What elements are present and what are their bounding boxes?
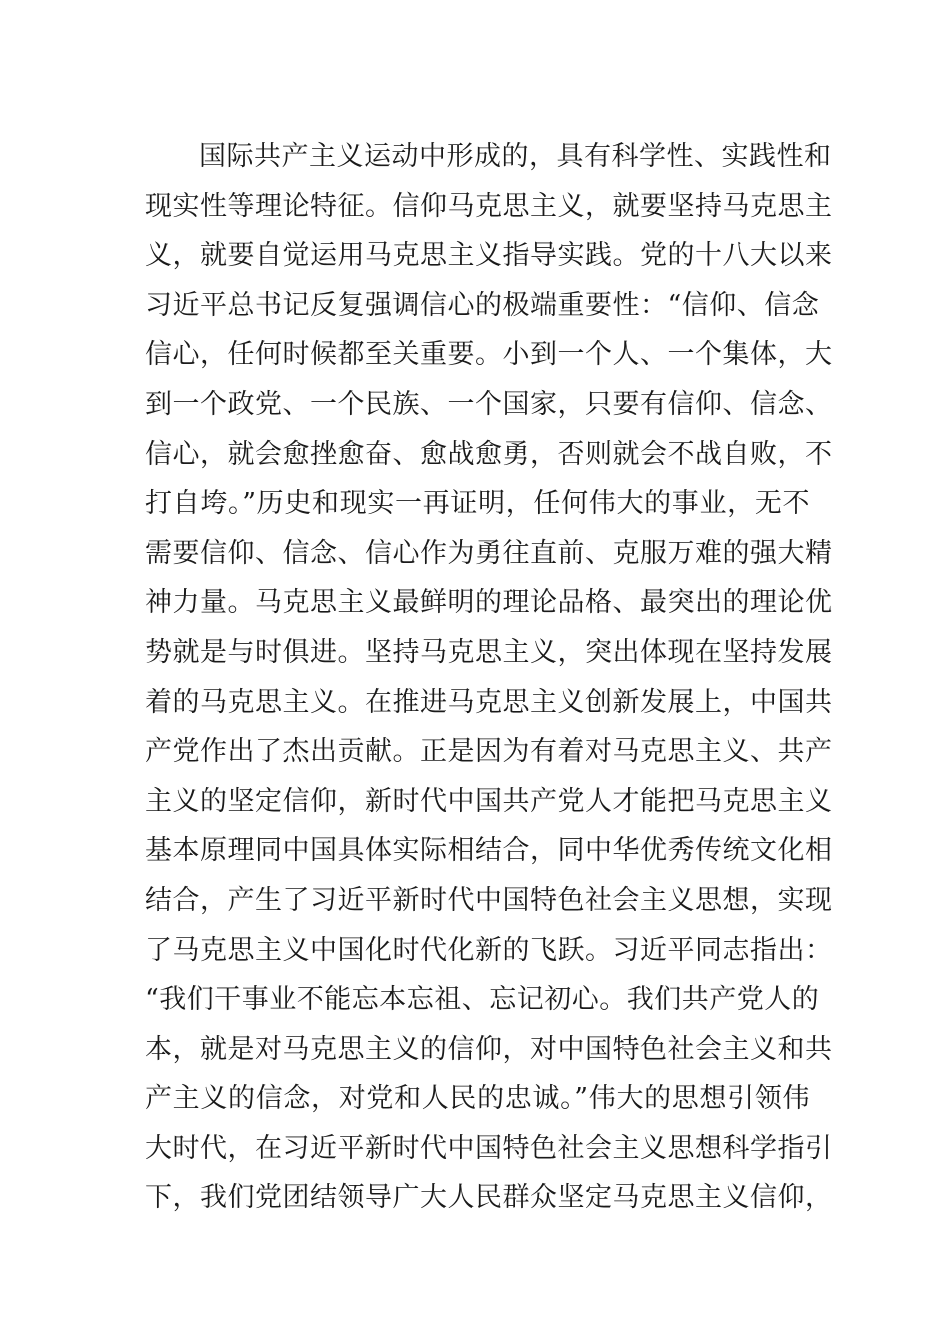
body-paragraph <box>145 132 833 1223</box>
text-line: 产主义的信念，对党和人民的忠诚。”伟大的思想引领伟 <box>145 1083 810 1115</box>
text-line: 需要信仰、信念、信心作为勇往直前、克服万难的强大精 <box>145 537 833 569</box>
text-line: 下，我们党团结领导广大人民群众坚定马克思主义信仰， <box>145 1182 833 1214</box>
text-line: 国际共产主义运动中形成的，具有科学性、实践性和 <box>199 141 832 172</box>
text-line: 基本原理同中国具体实际相结合，同中华优秀传统文化相 <box>145 835 833 867</box>
text-line: 打自垮。”历史和现实一再证明，任何伟大的事业，无不 <box>145 488 810 520</box>
text-line: 本，就是对马克思主义的信仰，对中国特色社会主义和共 <box>145 1033 833 1065</box>
text-line: 神力量。马克思主义最鲜明的理论品格、最突出的理论优 <box>145 587 833 619</box>
text-line: 信心，任何时候都至关重要。小到一个人、一个集体，大 <box>145 339 833 371</box>
text-line: 着的马克思主义。在推进马克思主义创新发展上，中国共 <box>145 686 833 718</box>
text-line: 势就是与时俱进。坚持马克思主义，突出体现在坚持发展 <box>145 636 833 668</box>
text-line: “我们干事业不能忘本忘祖、忘记初心。我们共产党人的 <box>145 984 820 1016</box>
text-line: 主义的坚定信仰，新时代中国共产党人才能把马克思主义 <box>145 785 833 817</box>
text-line: 现实性等理论特征。信仰马克思主义，就要坚持马克思主 <box>145 190 833 222</box>
text-line: 义，就要自觉运用马克思主义指导实践。党的十八大以来 <box>145 240 833 272</box>
text-line: 习近平总书记反复强调信心的极端重要性：“信仰、信念 <box>145 289 820 321</box>
text-line: 产党作出了杰出贡献。正是因为有着对马克思主义、共产 <box>145 736 833 768</box>
text-line: 结合，产生了习近平新时代中国特色社会主义思想，实现 <box>145 884 833 916</box>
text-line: 大时代，在习近平新时代中国特色社会主义思想科学指引 <box>145 1132 833 1164</box>
text-line: 信心，就会愈挫愈奋、愈战愈勇，否则就会不战自败，不 <box>145 438 833 470</box>
text-line: 了马克思主义中国化时代化新的飞跃。习近平同志指出： <box>145 934 833 966</box>
text-line: 到一个政党、一个民族、一个国家，只要有信仰、信念、 <box>145 388 833 420</box>
